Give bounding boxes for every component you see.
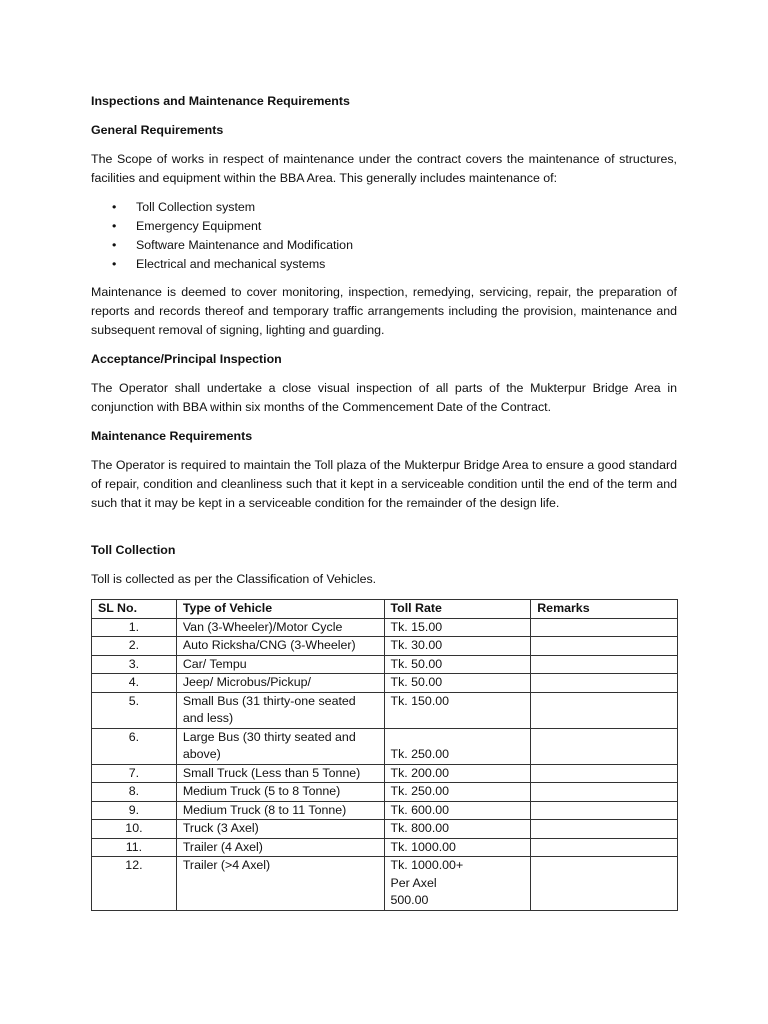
vehicle-type-cell bbox=[176, 674, 384, 693]
list-item bbox=[91, 236, 677, 255]
toll-collection-heading: Toll Collection bbox=[91, 543, 176, 557]
table-header-row bbox=[92, 600, 678, 619]
column-header-remarks: Remarks bbox=[531, 600, 678, 619]
sl-no-cell: 12. bbox=[92, 857, 177, 911]
vehicle-type-cell-line: Auto Ricksha/CNG (3-Wheeler) bbox=[182, 638, 356, 652]
remarks-cell bbox=[531, 637, 678, 656]
toll-rate-cell-line bbox=[391, 729, 525, 747]
toll-rate-cell bbox=[384, 674, 531, 693]
toll-rate-cell-line: Tk. 15.00 bbox=[390, 619, 443, 634]
table-row bbox=[92, 783, 678, 802]
acceptance-inspection-heading: Acceptance/Principal Inspection bbox=[91, 352, 282, 366]
vehicle-type-cell bbox=[176, 728, 384, 764]
toll-rate-cell-line: Tk. 50.00 bbox=[390, 656, 443, 671]
sl-no-cell: 8. bbox=[92, 783, 177, 802]
vehicle-type-cell bbox=[176, 655, 384, 674]
toll-rate-cell-line: Tk. 200.00 bbox=[390, 765, 450, 780]
toll-rate-table bbox=[91, 599, 678, 911]
toll-rate-cell-line: Tk. 30.00 bbox=[390, 638, 443, 652]
sl-no-cell: 6. bbox=[92, 728, 177, 764]
vehicle-type-cell bbox=[176, 692, 384, 728]
acceptance-inspection-paragraph: The Operator shall undertake a close visual inspection of all parts of the Mukterpur Bridge Area in conjunction with BBA within six months of the Commencement Date of the Contract. bbox=[91, 381, 677, 414]
remarks-cell bbox=[531, 857, 678, 911]
vehicle-type-cell bbox=[176, 838, 384, 857]
toll-rate-cell bbox=[384, 637, 531, 656]
list-item bbox=[91, 217, 677, 236]
bullet-icon: • bbox=[112, 257, 117, 271]
list-item-label: Toll Collection system bbox=[136, 200, 256, 214]
list-item bbox=[91, 198, 677, 217]
table-row bbox=[92, 655, 678, 674]
vehicle-type-cell-line: Small Bus (31 thirty-one seated bbox=[182, 693, 356, 708]
vehicle-type-cell-line: above) bbox=[182, 747, 221, 761]
table-row bbox=[92, 857, 678, 911]
remarks-cell bbox=[531, 692, 678, 728]
table-row bbox=[92, 674, 678, 693]
vehicle-type-cell bbox=[176, 618, 384, 637]
maintenance-scope-paragraph: Maintenance is deemed to cover monitoring, inspection, remedying, servicing, repair, the preparation of reports and records thereof and temporary traffic arrangements including the provision, maintenance and subsequent removal of signing, lighting and guarding. bbox=[91, 285, 677, 337]
toll-rate-cell-line: Tk. 150.00 bbox=[390, 693, 450, 708]
maintenance-items-list bbox=[91, 198, 677, 274]
vehicle-type-cell-line: Trailer (4 Axel) bbox=[182, 839, 263, 854]
toll-rate-cell bbox=[384, 692, 531, 728]
toll-rate-cell-line: Per Axel bbox=[390, 875, 437, 890]
toll-rate-cell-line: Tk. 1000.00 bbox=[390, 839, 456, 854]
toll-rate-cell bbox=[384, 857, 531, 911]
vehicle-type-cell bbox=[176, 783, 384, 802]
document-title: Inspections and Maintenance Requirements bbox=[91, 94, 350, 108]
vehicle-type-cell-line: Jeep/ Microbus/Pickup/ bbox=[182, 675, 311, 689]
toll-collection-intro: Toll is collected as per the Classification of Vehicles. bbox=[91, 572, 377, 586]
table-row bbox=[92, 820, 678, 839]
column-header-sl-no: SL No. bbox=[92, 600, 177, 619]
toll-rate-cell-line: Tk. 50.00 bbox=[390, 675, 443, 689]
toll-rate-cell-line: 500.00 bbox=[390, 893, 429, 907]
column-header-vehicle-type: Type of Vehicle bbox=[176, 600, 384, 619]
sl-no-cell: 4. bbox=[92, 674, 177, 693]
sl-no-cell: 11. bbox=[92, 838, 177, 857]
remarks-cell bbox=[531, 674, 678, 693]
sl-no-cell: 1. bbox=[92, 618, 177, 637]
vehicle-type-cell bbox=[176, 801, 384, 820]
vehicle-type-cell bbox=[176, 857, 384, 911]
maintenance-requirements-paragraph: The Operator is required to maintain the Toll plaza of the Mukterpur Bridge Area to ensure a good standard of repair, condition and cleanliness such that it kept in a serviceable condition until the end of the term and such that it may be kept in a serviceable condition for the remainder of the design life. bbox=[91, 458, 677, 510]
sl-no-cell: 7. bbox=[92, 764, 177, 783]
remarks-cell bbox=[531, 764, 678, 783]
general-requirements-heading: General Requirements bbox=[91, 123, 224, 137]
sl-no-cell: 9. bbox=[92, 801, 177, 820]
remarks-cell bbox=[531, 618, 678, 637]
table-row bbox=[92, 637, 678, 656]
bullet-icon: • bbox=[112, 200, 117, 214]
sl-no-cell: 2. bbox=[92, 637, 177, 656]
toll-rate-table-body bbox=[92, 618, 678, 910]
vehicle-type-cell-line: Van (3-Wheeler)/Motor Cycle bbox=[182, 619, 343, 634]
maintenance-requirements-heading: Maintenance Requirements bbox=[91, 429, 253, 443]
table-row bbox=[92, 728, 678, 764]
toll-rate-cell bbox=[384, 838, 531, 857]
column-header-toll-rate: Toll Rate bbox=[384, 600, 531, 619]
vehicle-type-cell-line: Large Bus (30 thirty seated and bbox=[182, 729, 356, 744]
list-item-label: Emergency Equipment bbox=[136, 219, 262, 233]
table-row bbox=[92, 838, 678, 857]
vehicle-type-cell bbox=[176, 820, 384, 839]
vehicle-type-cell-line: Trailer (>4 Axel) bbox=[182, 858, 271, 872]
table-row bbox=[92, 618, 678, 637]
table-row bbox=[92, 692, 678, 728]
section-spacer bbox=[91, 523, 677, 541]
vehicle-type-cell-line: and less) bbox=[182, 711, 234, 725]
toll-rate-cell-line: Tk. 250.00 bbox=[390, 747, 450, 761]
vehicle-type-cell-line: Medium Truck (5 to 8 Tonne) bbox=[182, 784, 341, 798]
sl-no-cell: 3. bbox=[92, 655, 177, 674]
sl-no-cell: 5. bbox=[92, 692, 177, 728]
list-item-label: Software Maintenance and Modification bbox=[136, 238, 353, 252]
general-requirements-intro: The Scope of works in respect of maintenance under the contract covers the maintenance of structures, facilities and equipment within the BBA Area. This generally includes maintenance of: bbox=[91, 152, 677, 185]
bullet-icon: • bbox=[112, 238, 117, 252]
toll-rate-cell bbox=[384, 764, 531, 783]
remarks-cell bbox=[531, 783, 678, 802]
vehicle-type-cell bbox=[176, 637, 384, 656]
toll-rate-cell bbox=[384, 728, 531, 764]
vehicle-type-cell-line: Truck (3 Axel) bbox=[182, 821, 259, 835]
list-item bbox=[91, 255, 677, 274]
toll-rate-cell-line: Tk. 250.00 bbox=[390, 784, 450, 798]
vehicle-type-cell-line: Medium Truck (8 to 11 Tonne) bbox=[182, 802, 347, 817]
toll-rate-cell-line: Tk. 1000.00+ bbox=[390, 858, 464, 872]
remarks-cell bbox=[531, 820, 678, 839]
vehicle-type-cell-line: Car/ Tempu bbox=[182, 656, 247, 671]
sl-no-cell: 10. bbox=[92, 820, 177, 839]
toll-rate-cell bbox=[384, 820, 531, 839]
toll-rate-cell-line: Tk. 800.00 bbox=[390, 821, 450, 835]
toll-rate-cell bbox=[384, 801, 531, 820]
table-row bbox=[92, 801, 678, 820]
remarks-cell bbox=[531, 801, 678, 820]
table-row bbox=[92, 764, 678, 783]
vehicle-type-cell bbox=[176, 764, 384, 783]
vehicle-type-cell-line: Small Truck (Less than 5 Tonne) bbox=[182, 765, 361, 780]
toll-rate-cell-line: Tk. 600.00 bbox=[390, 802, 450, 817]
toll-rate-cell bbox=[384, 783, 531, 802]
bullet-icon: • bbox=[112, 219, 117, 233]
list-item-label: Electrical and mechanical systems bbox=[136, 257, 326, 271]
remarks-cell bbox=[531, 655, 678, 674]
remarks-cell bbox=[531, 838, 678, 857]
toll-rate-cell bbox=[384, 655, 531, 674]
remarks-cell bbox=[531, 728, 678, 764]
document-body bbox=[91, 92, 677, 911]
toll-rate-cell bbox=[384, 618, 531, 637]
